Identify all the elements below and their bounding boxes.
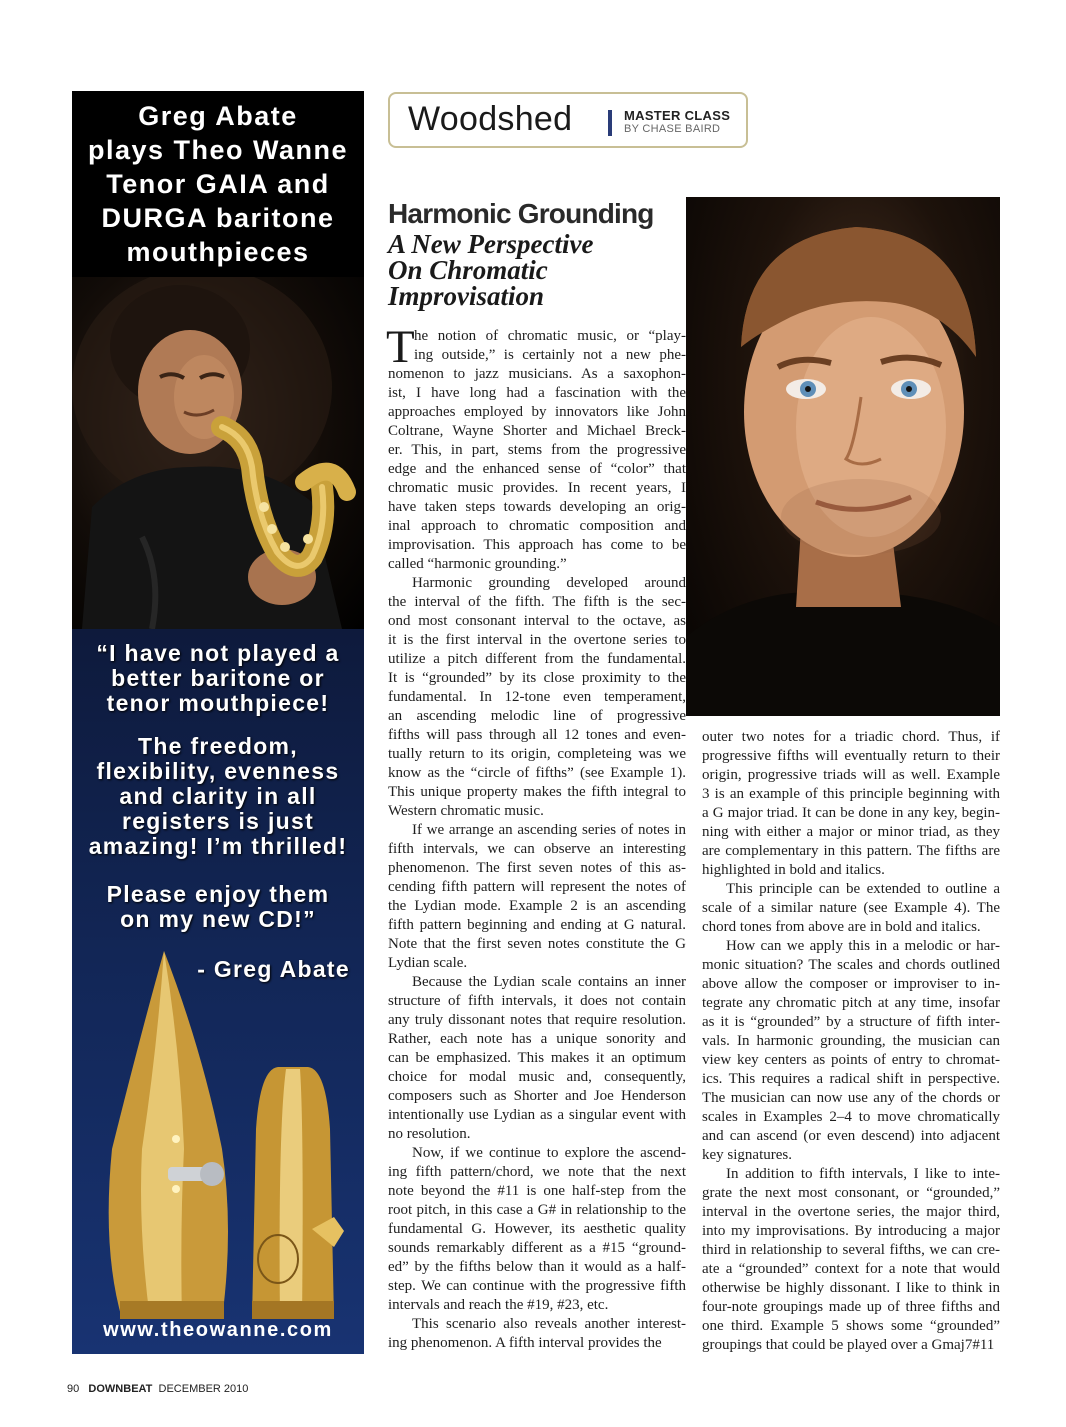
body-text-line: view key centers as points of entry to chromat- bbox=[702, 1052, 1000, 1068]
body-text-line: ist, I have long had a fascination with the bbox=[388, 385, 686, 401]
saxophonist-photo bbox=[72, 277, 364, 629]
ad-quote-line: Please enjoy them bbox=[106, 881, 330, 907]
ad-quote-line: better baritone or bbox=[111, 665, 325, 691]
body-text-line: otherwise be highly dissonant. I like to think in bbox=[702, 1280, 1000, 1296]
body-text-line: fifth pattern beginning and ending at G natural. bbox=[388, 917, 686, 933]
department-name: Woodshed bbox=[408, 100, 573, 138]
body-text-line: edge and the enhanced sense of “color” that bbox=[388, 461, 686, 477]
body-text-line: four-note groupings made up of three fifths and bbox=[702, 1299, 1000, 1315]
body-text-line: The musician can now use any of the chords or bbox=[702, 1090, 1000, 1106]
page-footer bbox=[67, 1383, 248, 1395]
body-text-line: sounds remarkably different as a #15 “ground- bbox=[388, 1240, 686, 1256]
body-text-line: step. We can continue with the progressive fifth bbox=[388, 1278, 686, 1294]
body-text-line: a G major triad. It can be done in any key, begin- bbox=[702, 805, 1000, 821]
subtitle-line: A New Perspective bbox=[388, 229, 594, 259]
body-text-line: intentionally use Lydian as a singular event with bbox=[388, 1107, 686, 1123]
body-text-line: third in relationship to several fifths, we can cre- bbox=[702, 1242, 1000, 1258]
body-text-line: scale of a similar nature (see Example 4). The bbox=[702, 900, 1000, 916]
body-text-line: ate a “grounded” context for a note that would bbox=[702, 1261, 1000, 1277]
body-text-line: phenomenon. The first seven notes of this as- bbox=[388, 860, 686, 876]
body-text-line: can be emphasized. This makes it an optimum bbox=[388, 1050, 686, 1066]
ad-website-link[interactable]: www.theowanne.com bbox=[103, 1319, 333, 1341]
ad-quote-line: “I have not played a bbox=[96, 640, 340, 666]
body-text-line: Because the Lydian scale contains an inner bbox=[412, 974, 686, 990]
body-text-line: Lydian scale. bbox=[388, 955, 468, 971]
ad-quote-line: flexibility, evenness bbox=[96, 758, 340, 784]
saxophonist-illustration bbox=[72, 277, 364, 629]
ad-headline-line: DURGA baritone bbox=[101, 203, 335, 233]
ad-quote-primary bbox=[72, 641, 364, 716]
body-text-line: know as the “circle of fifths” (see Example 1). bbox=[388, 765, 686, 781]
ad-quote-closing bbox=[72, 882, 364, 932]
body-text-line: ing fifth pattern/chord, we note that the next bbox=[388, 1164, 686, 1180]
body-text-line: choice for modal music and, consequently, bbox=[388, 1069, 686, 1085]
department-kicker: MASTER CLASS bbox=[624, 108, 731, 123]
body-text-line: the Lydian mode. Example 2 is an ascending bbox=[388, 898, 686, 914]
ad-quote-panel bbox=[72, 629, 364, 1354]
body-text-line: chord tones from above are in bold and italics. bbox=[702, 919, 981, 935]
body-text-line: interval in the overtone series, the major third, bbox=[702, 1204, 1000, 1220]
body-text-line: root pitch, in this case a G# in relationship to the bbox=[388, 1202, 686, 1218]
body-text-line: fundamental. In 12-tone even temperament, bbox=[388, 689, 686, 705]
body-text-line: ing phenomenon. A fifth interval provides the bbox=[388, 1335, 662, 1351]
author-byline: BY CHASE BAIRD bbox=[624, 123, 721, 135]
body-text-line: composers such as Shorter and Joe Henderson bbox=[388, 1088, 686, 1104]
body-text-line: This scenario also reveals another interest- bbox=[412, 1316, 686, 1332]
ad-quote-line: registers is just bbox=[121, 808, 315, 834]
body-text-line: This principle can be extended to outline a bbox=[726, 881, 1000, 897]
body-text-line: note beyond the #11 is one half-step from the bbox=[388, 1183, 686, 1199]
article-title: Harmonic Grounding bbox=[388, 198, 654, 229]
body-text-line: How can we apply this in a melodic or har- bbox=[726, 938, 1000, 954]
author-portrait-illustration bbox=[686, 197, 1000, 716]
ad-quote-secondary bbox=[72, 734, 364, 859]
ad-headline-line: plays Theo Wanne bbox=[87, 135, 349, 165]
body-text-line: Western chromatic music. bbox=[388, 803, 544, 819]
body-text-line: any truly dissonant notes that require resolution. bbox=[388, 1012, 686, 1028]
body-text-line: groupings that could be played over a Gmaj7#11 bbox=[702, 1337, 995, 1353]
body-text-line: If we arrange an ascending series of notes in bbox=[412, 822, 686, 838]
body-text-line: grate the next most consonant, or “grounded,” bbox=[702, 1185, 1000, 1201]
body-text-line: In addition to fifth intervals, I like to inte- bbox=[726, 1166, 1000, 1182]
department-divider bbox=[608, 110, 612, 136]
body-text-line: are complementary in this pattern. The fifths are bbox=[702, 843, 1000, 859]
body-text-line: into my improvisations. By introducing a major bbox=[702, 1223, 1000, 1239]
body-text-line: no resolution. bbox=[388, 1126, 471, 1142]
magazine-name: DOWNBEAT bbox=[88, 1383, 153, 1395]
body-text-line: utilize a pitch different from the fundamental. bbox=[388, 651, 686, 667]
body-text-line: fundamental G. However, its aesthetic quality bbox=[388, 1221, 686, 1237]
body-text-line: and can ascend (or even descend) into adjacent bbox=[702, 1128, 1000, 1144]
body-text-line: as it is “grounded” by a structure of fifth inter- bbox=[702, 1014, 1000, 1030]
ad-quote-line: The freedom, bbox=[137, 733, 298, 759]
subtitle-line: On Chromatic bbox=[388, 255, 548, 285]
body-text-line: ics. This requires a radical shift in perspective. bbox=[702, 1071, 1000, 1087]
body-text-line: ing outside,” is certainly not a new phe- bbox=[414, 347, 686, 363]
body-text-line: it is the first interval in the overtone series to bbox=[388, 632, 686, 648]
article-subtitle bbox=[388, 231, 678, 309]
body-text-line: structure of fifth intervals, it does not contain bbox=[388, 993, 686, 1009]
body-text-line: Now, if we continue to explore the ascend- bbox=[412, 1145, 686, 1161]
body-text-line: er. This, in part, stems from the progressive bbox=[388, 442, 686, 458]
body-text-line: approaches employed by innovators like John bbox=[388, 404, 686, 420]
body-text-line: inal approach to chromatic composition and bbox=[388, 518, 686, 534]
body-text-line: origin, progressive triads will as well. Example bbox=[702, 767, 1000, 783]
ad-attribution: - Greg Abate bbox=[197, 956, 350, 982]
body-text-line: 3 is an example of this principle beginning with bbox=[702, 786, 1000, 802]
body-text-line: key signatures. bbox=[702, 1147, 792, 1163]
body-text-line: highlighted in bold and italics. bbox=[702, 862, 885, 878]
page-number: 90 bbox=[67, 1383, 80, 1395]
body-text-line: chromatic music provides. In recent years, I bbox=[388, 480, 686, 496]
body-text-line: the interval of the fifth. The fifth is the sec- bbox=[388, 594, 686, 610]
body-text-line: fifth intervals, we can observe an interesting bbox=[388, 841, 686, 857]
body-text-line: This unique property makes the fifth integral to bbox=[388, 784, 686, 800]
body-text-line: an ascending melodic line of progressive bbox=[388, 708, 686, 724]
body-text-line: tegrate any chromatic pitch at any time, insofar bbox=[702, 995, 1000, 1011]
body-text-line: called “harmonic grounding.” bbox=[388, 556, 567, 572]
ad-quote-line: and clarity in all bbox=[119, 783, 317, 809]
body-text-line: vals. In harmonic grounding, the musician can bbox=[702, 1033, 1000, 1049]
body-text-line: Coltrane, Wayne Shorter and Michael Breck- bbox=[388, 423, 686, 439]
subtitle-line: Improvisation bbox=[388, 281, 545, 311]
body-text-line: Rather, each note has a unique sonority and bbox=[388, 1031, 686, 1047]
body-text-line: progressive fifths will eventually return to their bbox=[702, 748, 1000, 764]
drop-cap: T bbox=[386, 321, 415, 373]
body-text-line: ed” by the fifths below than it would as a half- bbox=[388, 1259, 686, 1275]
body-text-line: nomenon to jazz musicians. As a saxophon- bbox=[388, 366, 686, 382]
body-text-line: cending fifth pattern will represent the notes of bbox=[388, 879, 686, 895]
body-text-line: one third. Example 5 shows some “grounded” bbox=[702, 1318, 1000, 1334]
body-text-line: scales in Examples 2–4 to move chromatically bbox=[702, 1109, 1000, 1125]
ad-headline bbox=[72, 91, 364, 277]
body-text-line: monic situation? The scales and chords outlined bbox=[702, 957, 1000, 973]
body-text-line: above allow the composer or improviser to in- bbox=[702, 976, 1000, 992]
ad-quote-line: amazing! I’m thrilled! bbox=[88, 833, 348, 859]
body-text-line: Harmonic grounding developed around bbox=[412, 575, 686, 591]
issue-date: DECEMBER 2010 bbox=[158, 1383, 249, 1395]
body-text-line: he notion of chromatic music, or “play- bbox=[414, 328, 686, 344]
ad-quote-line: on my new CD!” bbox=[120, 906, 316, 932]
ad-headline-line: Greg Abate bbox=[138, 101, 298, 131]
ad-quote-line: tenor mouthpiece! bbox=[106, 690, 330, 716]
body-text-line: intervals and reach the #19, #23, etc. bbox=[388, 1297, 609, 1313]
body-text-line: have taken steps towards developing an orig- bbox=[388, 499, 686, 515]
body-text-line: ning with either a major or minor triad, as they bbox=[702, 824, 1000, 840]
ad-headline-line: Tenor GAIA and bbox=[106, 169, 330, 199]
theo-wanne-advertisement bbox=[72, 91, 364, 1354]
body-text-line: improvisation. This approach has come to be bbox=[388, 537, 686, 553]
author-portrait bbox=[686, 197, 1000, 716]
body-text-line: outer two notes for a triadic chord. Thus, if bbox=[702, 729, 1000, 745]
body-text-line: It is “grounded” by its close proximity to the bbox=[388, 670, 686, 686]
department-header bbox=[388, 92, 748, 148]
body-text-line: Note that the first seven notes constitute the G bbox=[388, 936, 686, 952]
body-text-line: tually return to its origin, completeing was we bbox=[388, 746, 686, 762]
ad-headline-line: mouthpieces bbox=[126, 237, 310, 267]
body-text-line: ond most consonant interval to the octave, as bbox=[388, 613, 686, 629]
body-text-line: fifths will pass through all 12 tones and even- bbox=[388, 727, 686, 743]
